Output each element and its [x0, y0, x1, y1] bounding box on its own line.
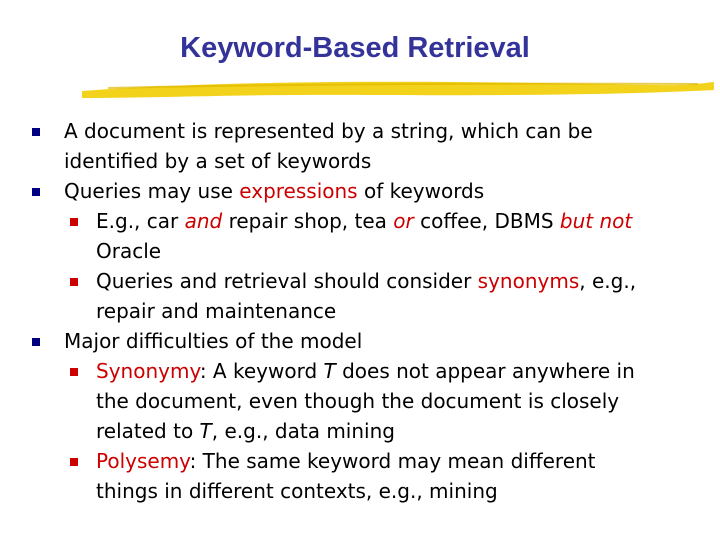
text-run: : A keyword [199, 359, 324, 383]
sub-bullet-marker-icon [70, 458, 78, 466]
operator-or: or [393, 209, 414, 233]
operator-and: and [184, 209, 223, 233]
highlight-term: expressions [239, 179, 358, 203]
text-run: , e.g., [579, 269, 637, 293]
sub-bullet-marker-icon [70, 218, 78, 226]
bullet-item [32, 176, 692, 206]
sub-bullet-marker-icon [70, 368, 78, 376]
bullet-list [32, 116, 692, 506]
bullet-text [64, 176, 692, 206]
bullet-text [96, 416, 692, 446]
text-run: does not appear anywhere in [335, 359, 635, 383]
text-run: Queries and retrieval should consider [96, 269, 478, 293]
highlight-term: Polysemy [96, 449, 190, 473]
sub-bullet-item [32, 356, 692, 446]
bullet-item [32, 116, 692, 176]
bullet-text [96, 356, 692, 386]
bullet-text: A document is represented by a string, which can be [64, 119, 593, 143]
slide-title: Keyword-Based Retrieval [180, 32, 530, 64]
text-run: coffee, DBMS [413, 209, 560, 233]
bullet-marker-icon [32, 188, 40, 196]
bullet-text: the document, even though the document is closely [96, 389, 620, 413]
variable-t: T [323, 359, 336, 383]
variable-t: T [199, 419, 212, 443]
highlight-term: synonyms [477, 269, 580, 293]
sub-bullet-item [32, 446, 692, 506]
title-underline-brushstroke [78, 74, 718, 104]
bullet-text: identified by a set of keywords [64, 149, 372, 173]
bullet-text: things in different contexts, e.g., mining [96, 479, 498, 503]
bullet-text [96, 446, 692, 476]
bullet-text [96, 266, 692, 296]
text-run: E.g., car [96, 209, 185, 233]
sub-bullet-marker-icon [70, 278, 78, 286]
sub-bullet-item [32, 206, 692, 266]
bullet-marker-icon [32, 128, 40, 136]
bullet-marker-icon [32, 338, 40, 346]
bullet-text: repair and maintenance [96, 299, 337, 323]
bullet-item [32, 326, 692, 356]
text-run: , e.g., data mining [211, 419, 395, 443]
text-run: related to [96, 419, 200, 443]
text-run: : The same keyword may mean different [189, 449, 596, 473]
text-run: repair shop, tea [222, 209, 394, 233]
text-run: Queries may use [64, 179, 240, 203]
bullet-text: Major difficulties of the model [64, 329, 363, 353]
sub-bullet-item [32, 266, 692, 326]
bullet-text [96, 206, 692, 236]
text-run: of keywords [357, 179, 485, 203]
bullet-text: Oracle [96, 239, 162, 263]
highlight-term: Synonymy [96, 359, 200, 383]
operator-but-not: but not [559, 209, 633, 233]
